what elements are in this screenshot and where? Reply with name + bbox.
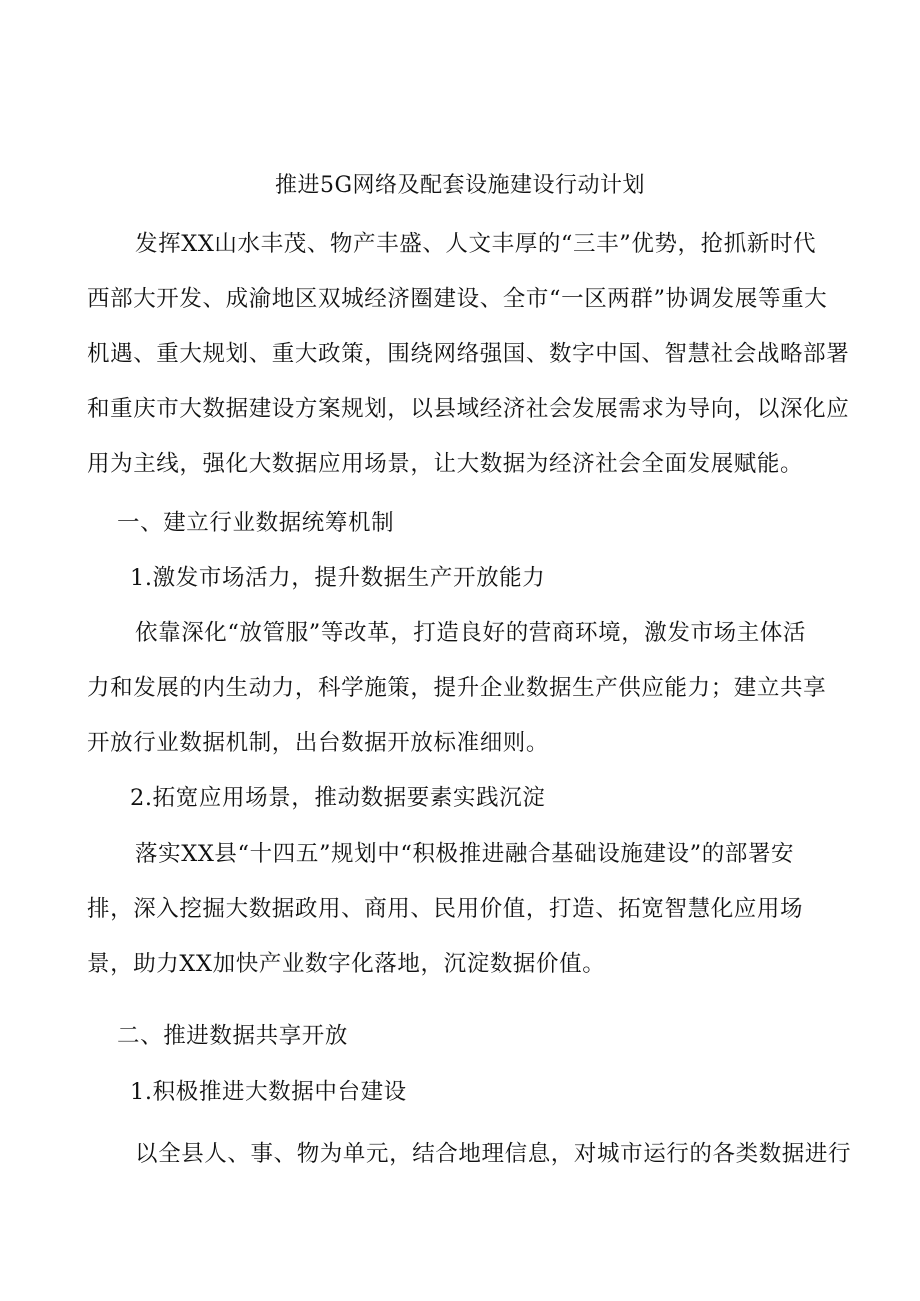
intro-line-2: 西部大开发、成渝地区双城经济圈建设、全市“一区两群”协调发展等重大: [87, 286, 828, 312]
intro-line-4: 和重庆市大数据建设方案规划，以县域经济社会发展需求为导向，以深化应: [87, 396, 850, 422]
section-1-sub-2-heading: 2.拓宽应用场景，推动数据要素实践沉淀: [130, 785, 546, 811]
section-2-sub-1-heading: 1.积极推进大数据中台建设: [130, 1079, 407, 1105]
intro-line-3: 机遇、重大规划、重大政策，围绕网络强国、数字中国、智慧社会战略部署: [87, 341, 850, 367]
intro-line-1: 发挥XX山水丰茂、物产丰盛、人文丰厚的“三丰”优势，抢抓新时代: [135, 231, 817, 257]
section-1-sub-1-line-2: 力和发展的内生动力，科学施策，提升企业数据生产供应能力；建立共享: [87, 675, 827, 701]
section-1-sub-2-line-1: 落实XX县“十四五”规划中“积极推进融合基础设施建设”的部署安: [135, 841, 795, 867]
section-1-sub-1-line-3: 开放行业数据机制，出台数据开放标准细则。: [87, 730, 550, 756]
section-2-sub-1-line-1: 以全县人、事、物为单元，结合地理信息，对城市运行的各类数据进行: [135, 1141, 852, 1167]
document-title: 推进5G网络及配套设施建设行动计划: [274, 173, 646, 198]
intro-line-5: 用为主线，强化大数据应用场景，让大数据为经济社会全面发展赋能。: [87, 451, 804, 477]
section-1-sub-2-line-3: 景，助力XX加快产业数字化落地，沉淀数据价值。: [87, 951, 606, 977]
section-1-sub-1-heading: 1.激发市场活力，提升数据生产开放能力: [130, 565, 546, 591]
section-1-sub-1-line-1: 依靠深化“放管服”等改革，打造良好的营商环境，激发市场主体活: [135, 620, 807, 646]
section-2-heading: 二、推进数据共享开放: [117, 1023, 349, 1049]
section-1-heading: 一、建立行业数据统筹机制: [117, 510, 395, 536]
section-1-sub-2-line-2: 排，深入挖掘大数据政用、商用、民用价值，打造、拓宽智慧化应用场: [87, 896, 804, 922]
